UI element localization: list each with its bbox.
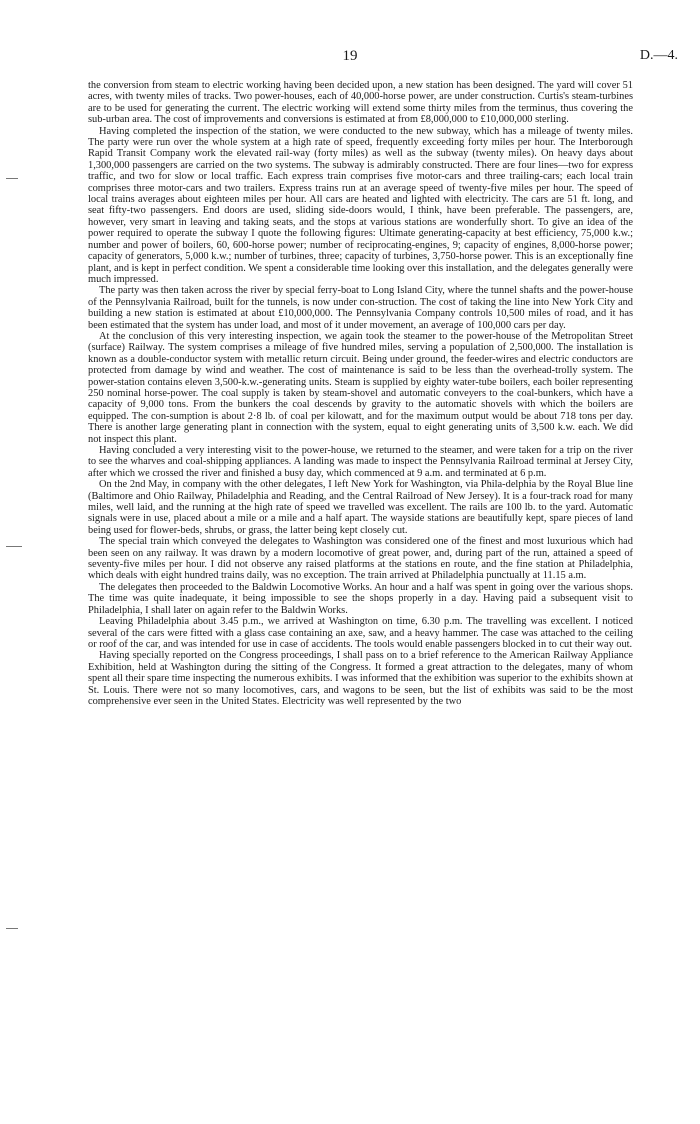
document-reference: D.—4. (639, 48, 678, 63)
paragraph: Having concluded a very interesting visit to the power-house, we returned to the steamer, and were taken for a trip on the river to see the wharves and coal-shipping appliances. A landing was made to inspect the Pennsylvania Railroad terminal at Jersey City, after which we crossed the river and finished a busy day, which commenced at 9 a.m. and terminated at 6 p.m. (88, 445, 633, 479)
paragraph: the conversion from steam to electric working having been decided upon, a new station has been designed. The yard will cover 51 acres, with twenty miles of tracks. Two power-houses, each of 40,000-horse power, are under construction. Curtis's steam-turbines are to be used for generating the current. The electric working will extend some thirty miles from the terminus, thus covering the sub-urban area. The cost of improvements and conversions is estimated at from £8,000,000 to £10,000,000 sterling. (88, 80, 633, 126)
paragraph: On the 2nd May, in company with the other delegates, I left New York for Washington, via Phila-delphia by the Royal Blue line (Baltimore and Ohio Railway, Philadelphia and Reading, and the Central Railroad of New Jersey). It is a four-track road for many miles, well laid, and the running at the high rate of speed we travelled was excellent. The rails are 100 lb. to the yard. Automatic signals were in use, placed about a mile or a mile and a half apart. The wayside stations are beautifully kept, spare pieces of land being used for flower-beds, shrubs, or grass, the latter being kept closely cut. (88, 479, 633, 536)
paragraph: The party was then taken across the river by special ferry-boat to Long Island City, where the tunnel shafts and the power-house of the Pennsylvania Railroad, built for the tunnels, is now under con-struction. The cost of taking the line into New York City and building a new station is estimated at about £10,000,000. The Pennsylvania Company controls 10,500 miles of road, and it has been estimated that the system has under load, and most of it under movement, an average of 100,000 cars per day. (88, 285, 633, 331)
body-text (88, 80, 633, 707)
paragraph: Having completed the inspection of the station, we were conducted to the new subway, which has a mileage of twenty miles. The party were run over the whole system at a high rate of speed, frequently exceeding forty miles per hour. The Interborough Rapid Transit Company work the elevated rail-way (forty miles) as well as the subway (twenty miles). On heavy days about 1,300,000 passengers are carried on the two systems. The subway is admirably constructed. There are four lines—two for express traffic, and two for slow or local traffic. Each express train comprises five motor-cars and three trailing-cars; each local train comprises three motor-cars and two trailers. Express trains run at an average speed of twenty-five miles per hour. The speed of local trains averages about eighteen miles per hour. All cars are heated and lighted with electricity. The cars are 51 ft. long, and seat fifty-two passengers. End doors are used, sliding side-doors would, I think, have been preferable. The passengers, are, however, very smart in leaving and taking seats, and the stops at various stations are wonderfully short. To give an idea of the power required to operate the subway I quote the following figures: Ultimate generating-capacity at best efficiency, 75,000 k.w.; number and power of boilers, 60, 600-horse power; number of reciprocating-engines, 9; capacity of engines, 8,000-horse power; capacity of generators, 5,000 k.w.; number of turbines, three; capacity of turbines, 3,750-horse power. This is an exceptionally fine plant, and is kept in perfect condition. We spent a considerable time looking over this installation, and the delegates generally were much impressed. (88, 125, 633, 285)
paragraph: Having specially reported on the Congress proceedings, I shall pass on to a brief reference to the American Railway Appliance Exhibition, held at Washington during the sitting of the Congress. It formed a great attraction to the delegates, many of whom spent all their spare time inspecting the numerous exhibits. I was informed that the exhibition was superior to the exhibits shown at St. Louis. There were not so many locomotives, cars, and wagons to be seen, but the list of exhibits was said to be the most comprehensive ever seen in the United States. Electricity was well represented by the two (88, 650, 633, 707)
paragraph: At the conclusion of this very interesting inspection, we again took the steamer to the power-house of the Metropolitan Street (surface) Railway. The system comprises a mileage of five hundred miles, serving a population of 2,500,000. The installation is known as a double-conductor system with metallic return circuit. Being under ground, the feeder-wires and electric conductors are protected from damage by wind and weather. The cost of maintenance is said to be less than the overhead-trolly system. The power-station contains eleven 3,500-k.w.-generating units. Steam is supplied by eighty water-tube boilers, each boiler representing 250 nominal horse-power. The coal supply is taken by steam-shovel and automatic conveyers to the coal-bunkers, which have a capacity of 9,000 tons. From the bunkers the coal descends by gravity to the automatic shovels with which the boilers are equipped. The con-sumption is about 2·8 lb. of coal per kilowatt, and for the maximum output would be about 718 tons per day. There is another large generating plant in connection with the system, equal to eight generating units of 3,500 k.w. each. We did not inspect this plant. (88, 330, 633, 445)
page-header (0, 48, 700, 70)
margin-mark (6, 928, 18, 929)
paragraph: Leaving Philadelphia about 3.45 p.m., we arrived at Washington on time, 6.30 p.m. The travelling was excellent. I noticed several of the cars were fitted with a glass case containing an axe, saw, and a heavy hammer. The case was attached to the ceiling or roof of the car, and was intended for use in case of accidents. The tools would enable passengers blocked in to cut their way out. (88, 616, 633, 650)
margin-mark (6, 178, 18, 179)
margin-mark (6, 546, 22, 547)
page-number: 19 (342, 48, 358, 64)
paragraph: The delegates then proceeded to the Baldwin Locomotive Works. An hour and a half was spent in going over the various shops. The time was quite inadequate, it being impossible to see the shops properly in a day. Having paid a subsequent visit to Philadelphia, I shall later on again refer to the Baldwin Works. (88, 581, 633, 616)
paragraph: The special train which conveyed the delegates to Washington was considered one of the finest and most luxurious which had been seen on any railway. It was drawn by a modern locomotive of great power, and, during part of the run, attained a speed of seventy-five miles per hour. I did not observe any raised platforms at the stations en route, and the fine station at Philadelphia, which deals with eight hundred trains daily, was no exception. The train arrived at Philadelphia punctually at 11.15 a.m. (88, 536, 633, 582)
